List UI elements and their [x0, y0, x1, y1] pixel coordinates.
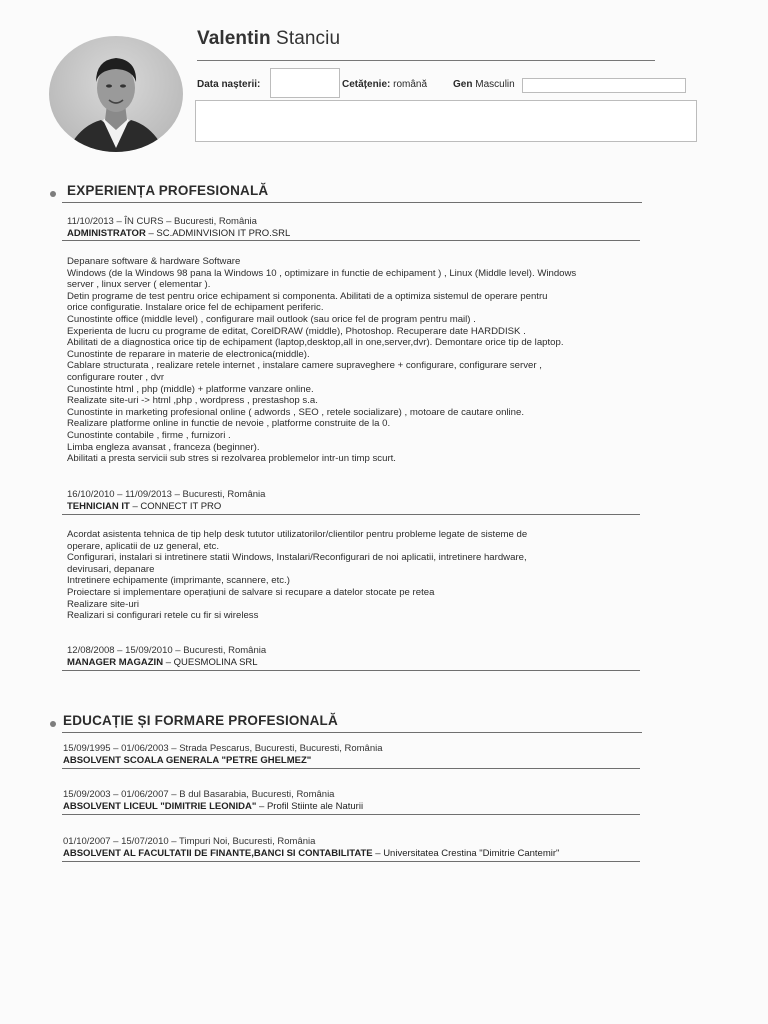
description-line: Cablare structurata , realizare retele internet , instalare camere supraveghere + configurare, configurare server , [67, 360, 542, 372]
description-line: devirusari, depanare [67, 563, 155, 575]
gender-value: Masculin [475, 79, 515, 90]
job-employer: – QUESMOLINA SRL [165, 657, 258, 668]
description-line: Acordat asistenta tehnica de tip help desk tututor utilizatorilor/clientilor pentru probleme legate de sisteme de [67, 529, 528, 540]
job-employer: – SC.ADMINVISION IT PRO.SRL [148, 228, 291, 239]
entry-divider [62, 768, 640, 769]
education-title [63, 848, 559, 859]
job-title [67, 657, 258, 668]
job-date: 12/08/2008 – 15/09/2010 – Bucuresti, România [67, 645, 267, 656]
education-title [63, 755, 311, 766]
description-line: Cunostinte office (middle level) , configurare mail outlook (sau orice fel de program pentru mail) . [67, 313, 476, 325]
description-line: Cunostinte de reparare in materie de electronica(middle). [67, 348, 310, 360]
section-divider [62, 202, 642, 203]
job-title [67, 228, 290, 239]
birth-date-label: Data nașterii: [197, 79, 261, 90]
last-name: Stanciu [276, 28, 341, 49]
birth-date-redacted-box [270, 68, 340, 98]
education-detail: – Profil Stiinte ale Naturii [259, 801, 364, 812]
section-bullet-icon [50, 721, 56, 727]
description-line: Proiectare si implementare operațiuni de salvare si recupare a datelor stocate pe retea [67, 586, 435, 598]
section-bullet-icon [50, 191, 56, 197]
contact-redacted-box [522, 78, 686, 93]
citizenship-value: română [393, 79, 428, 90]
entry-divider [62, 240, 640, 241]
name-divider [197, 60, 655, 61]
education-degree: ABSOLVENT AL FACULTATII DE FINANTE,BANCI SI CONTABILITATE [63, 848, 373, 859]
description-line: Abilitati a presta servicii sub stres si rezolvarea problemelor intr-un timp scurt. [67, 453, 396, 465]
description-line: Limba engleza avansat , franceza (beginner). [67, 441, 260, 453]
gender [453, 79, 515, 90]
description-line: Depanare software & hardware Software [67, 256, 241, 267]
address-redacted-box [195, 100, 697, 142]
first-name: Valentin [197, 28, 271, 49]
person-portrait-icon [49, 36, 183, 152]
description-line: Cunostinte in marketing profesional online ( adwords , SEO , retele socializare) , motoare de cautare online. [67, 406, 525, 418]
job-description [67, 529, 527, 622]
description-line: Windows (de la Windows 98 pana la Windows 10 , optimizare in functie de echipament ) , Linux (Middle level). Windows [67, 267, 577, 279]
candidate-name [197, 28, 340, 50]
description-line: configurare router , dvr [67, 371, 165, 383]
citizenship [342, 79, 427, 90]
entry-divider [62, 514, 640, 515]
job-date: 11/10/2013 – ÎN CURS – Bucuresti, România [67, 216, 257, 227]
description-line: Realizare platforme online in functie de nevoie , platforme construite de la 0. [67, 418, 391, 430]
description-line: operare, aplicatii de uz general, etc. [67, 540, 219, 552]
description-line: Cunostinte html , php (middle) + platforme vanzare online. [67, 383, 314, 395]
description-line: Intretinere echipamente (imprimante, scannere, etc.) [67, 575, 290, 587]
profile-photo [49, 36, 183, 152]
job-title [67, 501, 221, 512]
description-line: Experienta de lucru cu programe de editat, CorelDRAW (middle), Photoshop. Recuperare date HARDDISK . [67, 325, 526, 337]
job-employer: – CONNECT IT PRO [132, 501, 222, 512]
education-degree: ABSOLVENT SCOALA GENERALA "PETRE GHELMEZ" [63, 755, 312, 766]
education-date: 01/10/2007 – 15/07/2010 – Timpuri Noi, Bucuresti, România [63, 836, 316, 847]
education-title [63, 801, 363, 812]
description-line: orice configuratie. Instalare orice fel de echipament periferic. [67, 302, 324, 314]
description-line: Configurari, instalari si intretinere statii Windows, Instalari/Reconfigurari de noi aplicatii, intretinere hardware, [67, 552, 527, 564]
education-date: 15/09/1995 – 01/06/2003 – Strada Pescarus, Bucuresti, Bucuresti, România [63, 743, 383, 754]
section-divider [62, 732, 642, 733]
job-role: TEHNICIAN IT [67, 501, 130, 512]
description-line: Abilitati de a diagnostica orice tip de echipament (laptop,desktop,all in one,server,dvr). Demontare orice tip de laptop. [67, 337, 564, 349]
description-line: Realizari si configurari retele cu fir si wireless [67, 610, 259, 622]
education-section-title: EDUCAȚIE ȘI FORMARE PROFESIONALĂ [63, 713, 338, 728]
education-date: 15/09/2003 – 01/06/2007 – B dul Basarabia, Bucuresti, România [63, 789, 335, 800]
gender-label: Gen [453, 79, 473, 90]
description-line: Realizate site-uri -> html ,php , wordpress , prestashop s.a. [67, 395, 318, 407]
citizenship-label: Cetățenie: [342, 79, 391, 90]
description-line: server , linux server ( elementar ). [67, 279, 211, 291]
job-description [67, 256, 576, 465]
job-role: MANAGER MAGAZIN [67, 657, 164, 668]
description-line: Cunostinte contabile , firme , furnizori . [67, 429, 231, 441]
education-degree: ABSOLVENT LICEUL "DIMITRIE LEONIDA" [63, 801, 257, 812]
job-date: 16/10/2010 – 11/09/2013 – Bucuresti, România [67, 489, 266, 500]
description-line: Realizare site-uri [67, 598, 139, 610]
entry-divider [62, 861, 640, 862]
experience-section-title: EXPERIENȚA PROFESIONALĂ [67, 183, 269, 198]
education-detail: – Universitatea Crestina "Dimitrie Cantemir" [375, 848, 560, 859]
entry-divider [62, 814, 640, 815]
description-line: Detin programe de test pentru orice echipament si componenta. Abilitati de a optimiza sistemul de operare pentru [67, 290, 548, 302]
entry-divider [62, 670, 640, 671]
job-role: ADMINISTRATOR [67, 228, 146, 239]
